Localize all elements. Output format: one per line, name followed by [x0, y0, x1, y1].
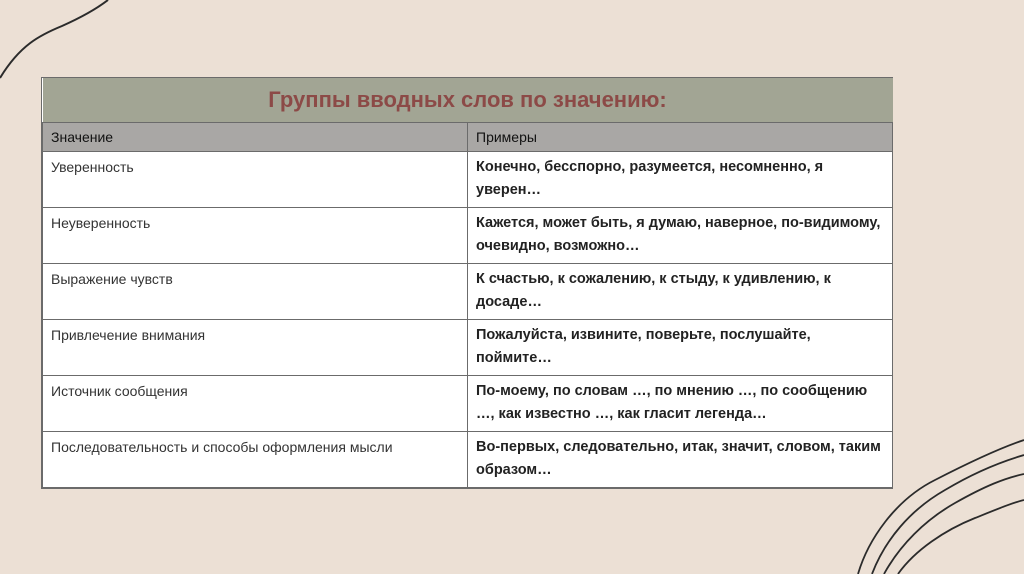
meaning-cell: Уверенность: [43, 152, 468, 208]
examples-cell: Конечно, бесспорно, разумеется, несомненно, я уверен…: [468, 152, 893, 208]
intro-words-table: [41, 77, 893, 489]
bottom-right-curve-4: [898, 500, 1024, 574]
meaning-cell: Выражение чувств: [43, 264, 468, 320]
top-left-curve: [0, 0, 108, 78]
table-row: [43, 264, 893, 320]
table-title: Группы вводных слов по значению:: [43, 78, 893, 123]
examples-cell: К счастью, к сожалению, к стыду, к удивлению, к досаде…: [468, 264, 893, 320]
header-examples: Примеры: [468, 123, 893, 152]
meaning-cell: Привлечение внимания: [43, 320, 468, 376]
table-row: [43, 432, 893, 488]
table-row: [43, 320, 893, 376]
bottom-right-curve-2: [884, 474, 1024, 574]
meaning-cell: Последовательность и способы оформления мысли: [43, 432, 468, 488]
examples-cell: По-моему, по словам …, по мнению …, по сообщению …, как известно …, как гласит легенда…: [468, 376, 893, 432]
examples-cell: Кажется, может быть, я думаю, наверное, по-видимому, очевидно, возможно…: [468, 208, 893, 264]
meaning-cell: Источник сообщения: [43, 376, 468, 432]
table-row: [43, 208, 893, 264]
examples-cell: Во-первых, следовательно, итак, значит, словом, таким образом…: [468, 432, 893, 488]
meaning-cell: Неуверенность: [43, 208, 468, 264]
table-row: [43, 376, 893, 432]
table-row: [43, 152, 893, 208]
examples-cell: Пожалуйста, извините, поверьте, послушайте, поймите…: [468, 320, 893, 376]
bottom-right-curve-1: [872, 455, 1024, 574]
header-meaning: Значение: [43, 123, 468, 152]
